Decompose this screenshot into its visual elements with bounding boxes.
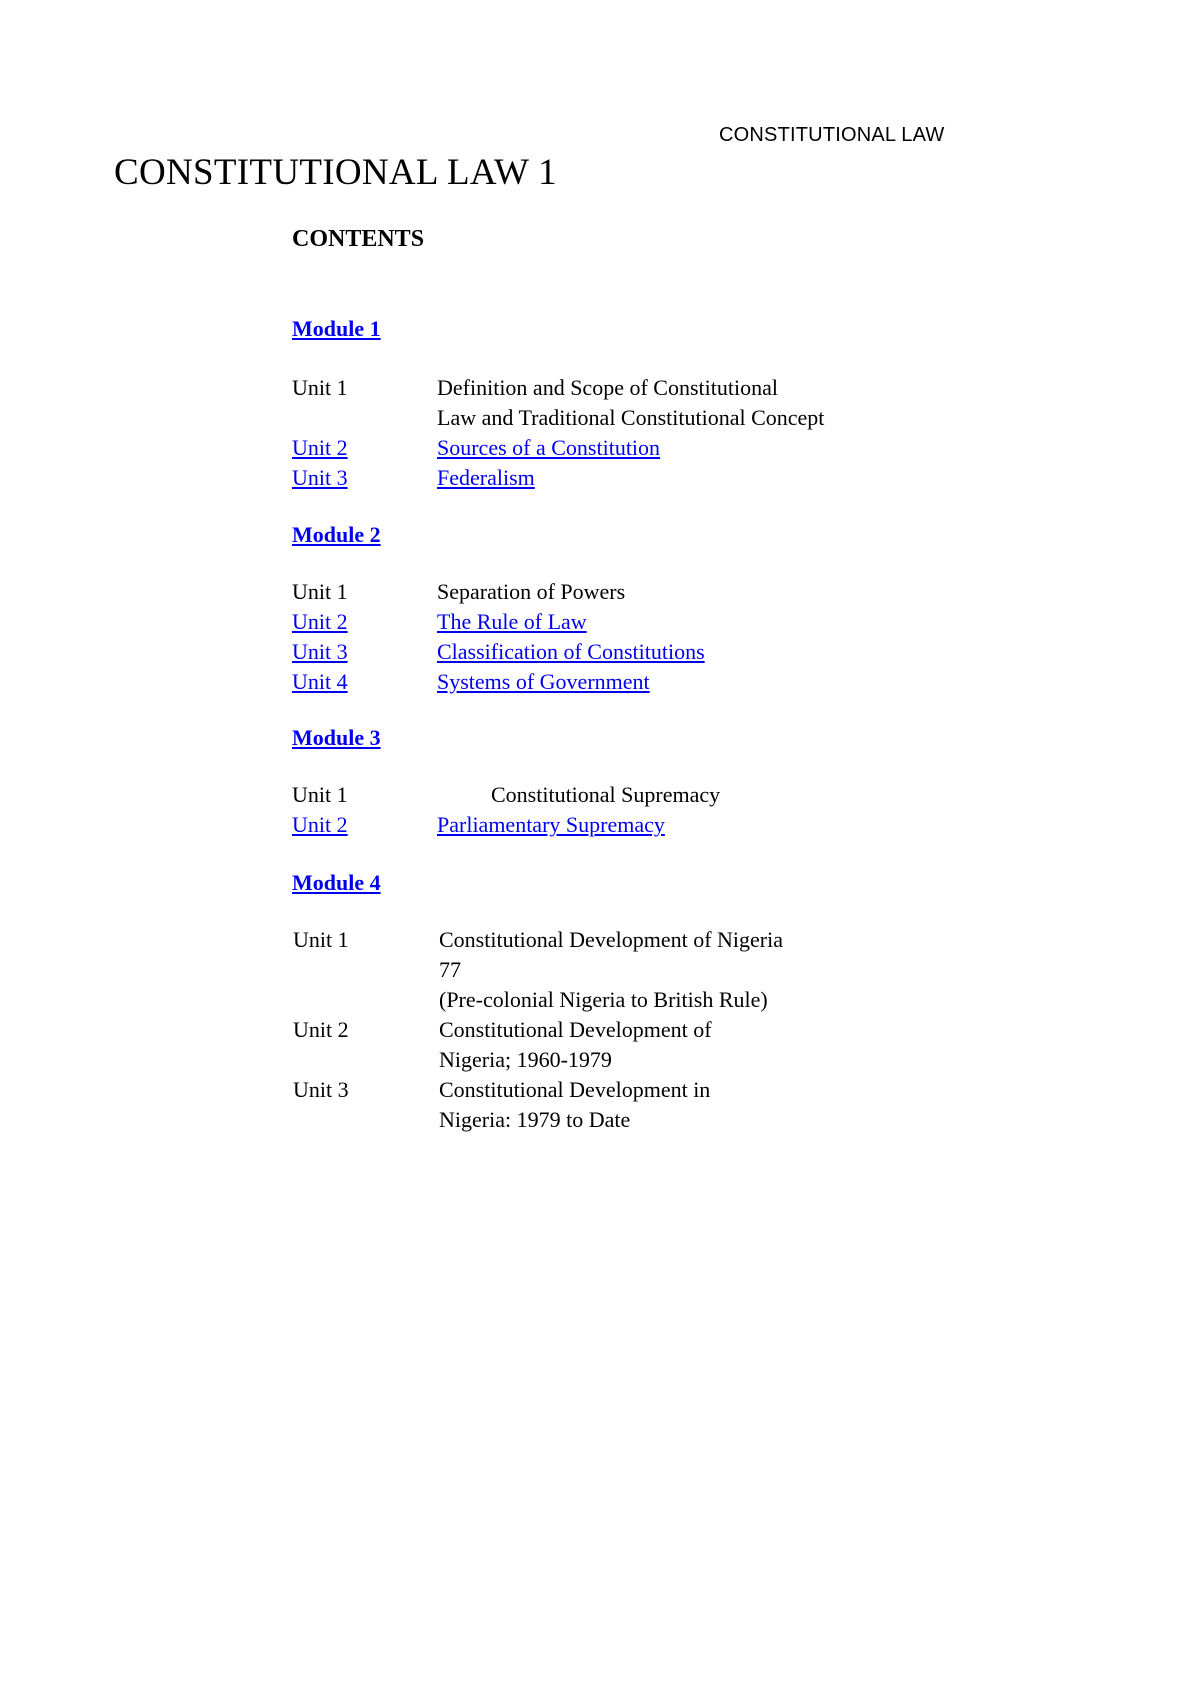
module-1-unit-1-title-line-2: Law and Traditional Constitutional Concept (437, 405, 825, 430)
module-4-unit-1-title-line-1: Constitutional Development of Nigeria (439, 927, 783, 952)
module-2-unit-2-label-link[interactable]: Unit 2 (292, 609, 348, 634)
module-3-heading[interactable]: Module 3 (292, 725, 381, 750)
module-3-unit-2-title-link[interactable]: Parliamentary Supremacy (437, 812, 665, 837)
module-1-heading[interactable]: Module 1 (292, 316, 381, 341)
module-2-unit-1-title: Separation of Powers (437, 579, 626, 604)
module-1-unit-2-title-link[interactable]: Sources of a Constitution (437, 435, 661, 460)
module-3-unit-2-label-link[interactable]: Unit 2 (292, 812, 348, 837)
module-4-unit-1-title-line-3: (Pre-colonial Nigeria to British Rule) (439, 987, 768, 1012)
module-1-unit-2-label-link[interactable]: Unit 2 (292, 435, 348, 460)
module-4-unit-2-title-line-2: Nigeria; 1960-1979 (439, 1047, 612, 1072)
module-4-unit-1-title-line-2: 77 (439, 957, 461, 982)
module-4-unit-2-label: Unit 2 (293, 1017, 349, 1042)
module-2-unit-2-title-link[interactable]: The Rule of Law (437, 609, 587, 634)
module-3-unit-1-label: Unit 1 (292, 782, 348, 807)
module-2-unit-4-label-link[interactable]: Unit 4 (292, 669, 348, 694)
document-title: CONSTITUTIONAL LAW 1 (114, 152, 557, 193)
module-2-unit-1-label: Unit 1 (292, 579, 348, 604)
module-4-unit-3-label: Unit 3 (293, 1077, 349, 1102)
module-4-heading[interactable]: Module 4 (292, 870, 381, 895)
module-3-unit-1-title: Constitutional Supremacy (491, 782, 721, 807)
running-header: CONSTITUTIONAL LAW (719, 124, 945, 146)
module-2-unit-4-title-link[interactable]: Systems of Government (437, 669, 650, 694)
module-1-unit-3-label-link[interactable]: Unit 3 (292, 465, 348, 490)
module-4-unit-1-label: Unit 1 (293, 927, 349, 952)
module-2-unit-3-label-link[interactable]: Unit 3 (292, 639, 348, 664)
module-1-unit-1-title-line-1: Definition and Scope of Constitutional (437, 375, 778, 400)
module-1-unit-3-title-link[interactable]: Federalism (437, 465, 535, 490)
module-2-unit-3-title-link[interactable]: Classification of Constitutions (437, 639, 705, 664)
module-1-unit-1-label: Unit 1 (292, 375, 348, 400)
module-4-unit-2-title-line-1: Constitutional Development of (439, 1017, 712, 1042)
module-2-heading[interactable]: Module 2 (292, 522, 381, 547)
contents-heading: CONTENTS (292, 226, 425, 252)
module-4-unit-3-title-line-1: Constitutional Development in (439, 1077, 711, 1102)
module-4-unit-3-title-line-2: Nigeria: 1979 to Date (439, 1107, 631, 1132)
